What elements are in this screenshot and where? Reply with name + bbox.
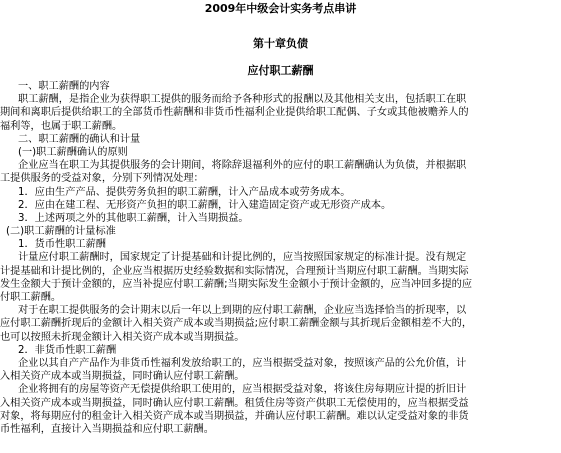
- text-line: 入相关资产成本或当期损益，同时确认应付职工薪酬。租赁住房等资产供职工无偿使用的，应当根据受益: [0, 397, 469, 409]
- chapter-heading: 第十章负债: [253, 37, 308, 50]
- text-line: 应付职工薪酬折现后的金额计入相关资产成本或当期损益;应付职工薪酬金额与其折现后金额相差不大的，: [0, 318, 473, 330]
- text-line: 付职工薪酬。: [0, 292, 62, 303]
- text-line: 入相关资产成本或当期损益，同时确认应付职工薪酬。: [0, 371, 245, 383]
- text-line: 对于在职工提供服务的会计期末以后一年以上到期的应付职工薪酬，企业应当选择恰当的折现率，以: [18, 305, 467, 317]
- text-line: 1．货币性职工薪酬: [18, 239, 106, 251]
- text-line: (一)职工薪酬确认的原则: [18, 146, 128, 158]
- section-heading: 应付职工薪酬: [247, 64, 314, 77]
- text-line: (二)职工薪酬的计量标准: [6, 226, 116, 238]
- text-line: 工提供服务的受益对象，分别下列情况处理：: [0, 173, 204, 185]
- text-line: 币性福利，直接计入当期损益和应付职工薪酬。: [0, 423, 214, 435]
- text-line: 职工薪酬，是指企业为获得职工提供的服务而给予各种形式的报酬以及其他相关支出，包括职工在职: [18, 94, 467, 106]
- text-line: 3．上述两项之外的其他职工薪酬，计入当期损益。: [18, 212, 249, 224]
- document-body: [0, 80, 561, 436]
- text-line: 期间和离职后提供给职工的全部货币性薪酬和非货币性福利企业提供给职工配偶、子女或其他被赡养人的: [0, 107, 469, 119]
- text-line: 福利等，也属于职工薪酬。: [0, 120, 123, 132]
- text-line: 企业应当在职工为其提供服务的会计期间，将除辞退福利外的应付的职工薪酬确认为负债，并根据职: [18, 160, 467, 172]
- text-line: 企业以其自产产品作为非货币性福利发放给职工的，应当根据受益对象，按照该产品的公允价值，计: [18, 357, 467, 369]
- document-title: 2009年中级会计实务考点串讲: [204, 2, 357, 15]
- text-line: 计提基础和计提比例的，企业应当根据历史经验数据和实际情况，合理预计当期应付职工薪酬。当期实际: [0, 265, 469, 277]
- text-line: 也可以按照未折现金额计入相关资产成本或当期损益。: [0, 331, 245, 343]
- text-line: 2．非货币性职工薪酬: [18, 344, 117, 356]
- text-line: 企业将拥有的房屋等资产无偿提供给职工使用的，应当根据受益对象，将该住房每期应计提的折旧计: [18, 384, 467, 396]
- text-line: 对象，将每期应付的租金计入相关资产成本或当期损益，并确认应付职工薪酬。难以认定受益对象的非货: [0, 410, 469, 422]
- text-line: 一、职工薪酬的内容: [18, 81, 110, 92]
- text-line: 二、职工薪酬的确认和计量: [18, 133, 141, 145]
- text-line: 发生金额大于预计金额的，应当补提应付职工薪酬;当期实际发生金额小于预计金额的，应当冲回多提的应: [0, 278, 473, 290]
- text-line: 计量应付职工薪酬时，国家规定了计提基础和计提比例的，应当按照国家规定的标准计提。没有规定: [18, 252, 467, 264]
- text-line: 2．应由在建工程、无形资产负担的职工薪酬，计入建造固定资产或无形资产成本。: [18, 199, 392, 211]
- text-line: 1．应由生产产品、提供劳务负担的职工薪酬，计入产品成本或劳务成本。: [18, 186, 351, 198]
